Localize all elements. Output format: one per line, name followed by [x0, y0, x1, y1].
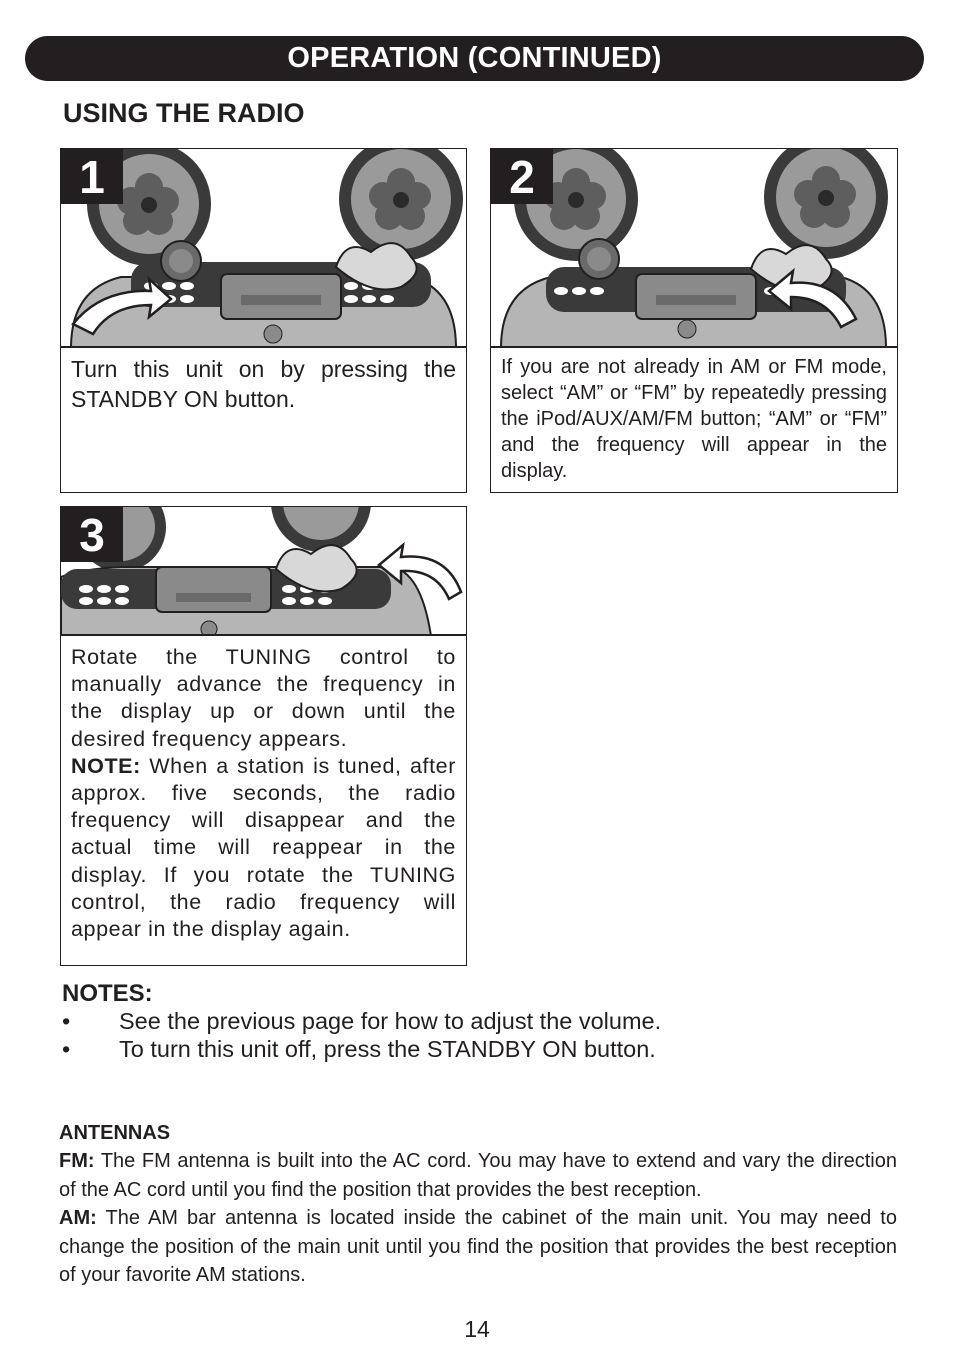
am-antenna-paragraph [59, 1204, 897, 1290]
banner-title: OPERATION (CONTINUED) [287, 42, 662, 74]
list-item [62, 1035, 922, 1063]
step-number-badge: 1 [61, 149, 123, 204]
step-number-badge: 3 [61, 507, 123, 562]
step-1-illustration [61, 149, 466, 348]
fm-antenna-paragraph [59, 1147, 897, 1204]
step-3-main-text: Rotate the TUNING control to manually advance the frequency in the display up or down until the desired frequency appears. [71, 645, 456, 751]
step-3-illustration [61, 507, 466, 636]
page-number: 14 [464, 1316, 490, 1342]
step-number-badge: 2 [491, 149, 553, 204]
notes-list [62, 1007, 922, 1063]
notes-title: NOTES: [62, 980, 153, 1007]
note-label: NOTE: [71, 753, 141, 778]
note-item-text: To turn this unit off, press the STANDBY ON button. [119, 1036, 656, 1062]
section-banner [25, 36, 924, 81]
step-3-panel [60, 506, 467, 966]
antennas-title: ANTENNAS [59, 1122, 171, 1144]
bullet: • [62, 1036, 71, 1062]
note-item-text: See the previous page for how to adjust the volume. [119, 1008, 662, 1034]
step-2-instruction: If you are not already in AM or FM mode, select “AM” or “FM” by repeatedly pressing the iPod/AUX/AM/FM button; “AM” or “FM” and the frequency will appear in the display. [501, 356, 887, 482]
step-1-panel [60, 148, 467, 493]
step-1-instruction: Turn this unit on by pressing the STANDBY ON button. [71, 356, 456, 412]
list-item [62, 1007, 922, 1035]
step-2-panel [490, 148, 898, 493]
step-2-illustration [491, 149, 897, 348]
bullet: • [62, 1008, 71, 1034]
fm-label: FM: [59, 1150, 95, 1172]
fm-text: The FM antenna is built into the AC cord. You may have to extend and vary the direction of the AC cord until you find the position that provides the best reception. [59, 1150, 897, 1201]
step-3-instruction [71, 644, 456, 943]
am-text: The AM bar antenna is located inside the cabinet of the main unit. You may need to change the position of the main unit until you find the position that provides the best reception of your favorite AM stations. [59, 1207, 897, 1286]
am-label: AM: [59, 1207, 97, 1229]
section-title: USING THE RADIO [63, 98, 305, 128]
note-text: When a station is tuned, after approx. five seconds, the radio frequency will disappear and the actual time will reappear in the display. If you rotate the TUNING control, the radio frequency will appear in the display again. [71, 753, 456, 942]
